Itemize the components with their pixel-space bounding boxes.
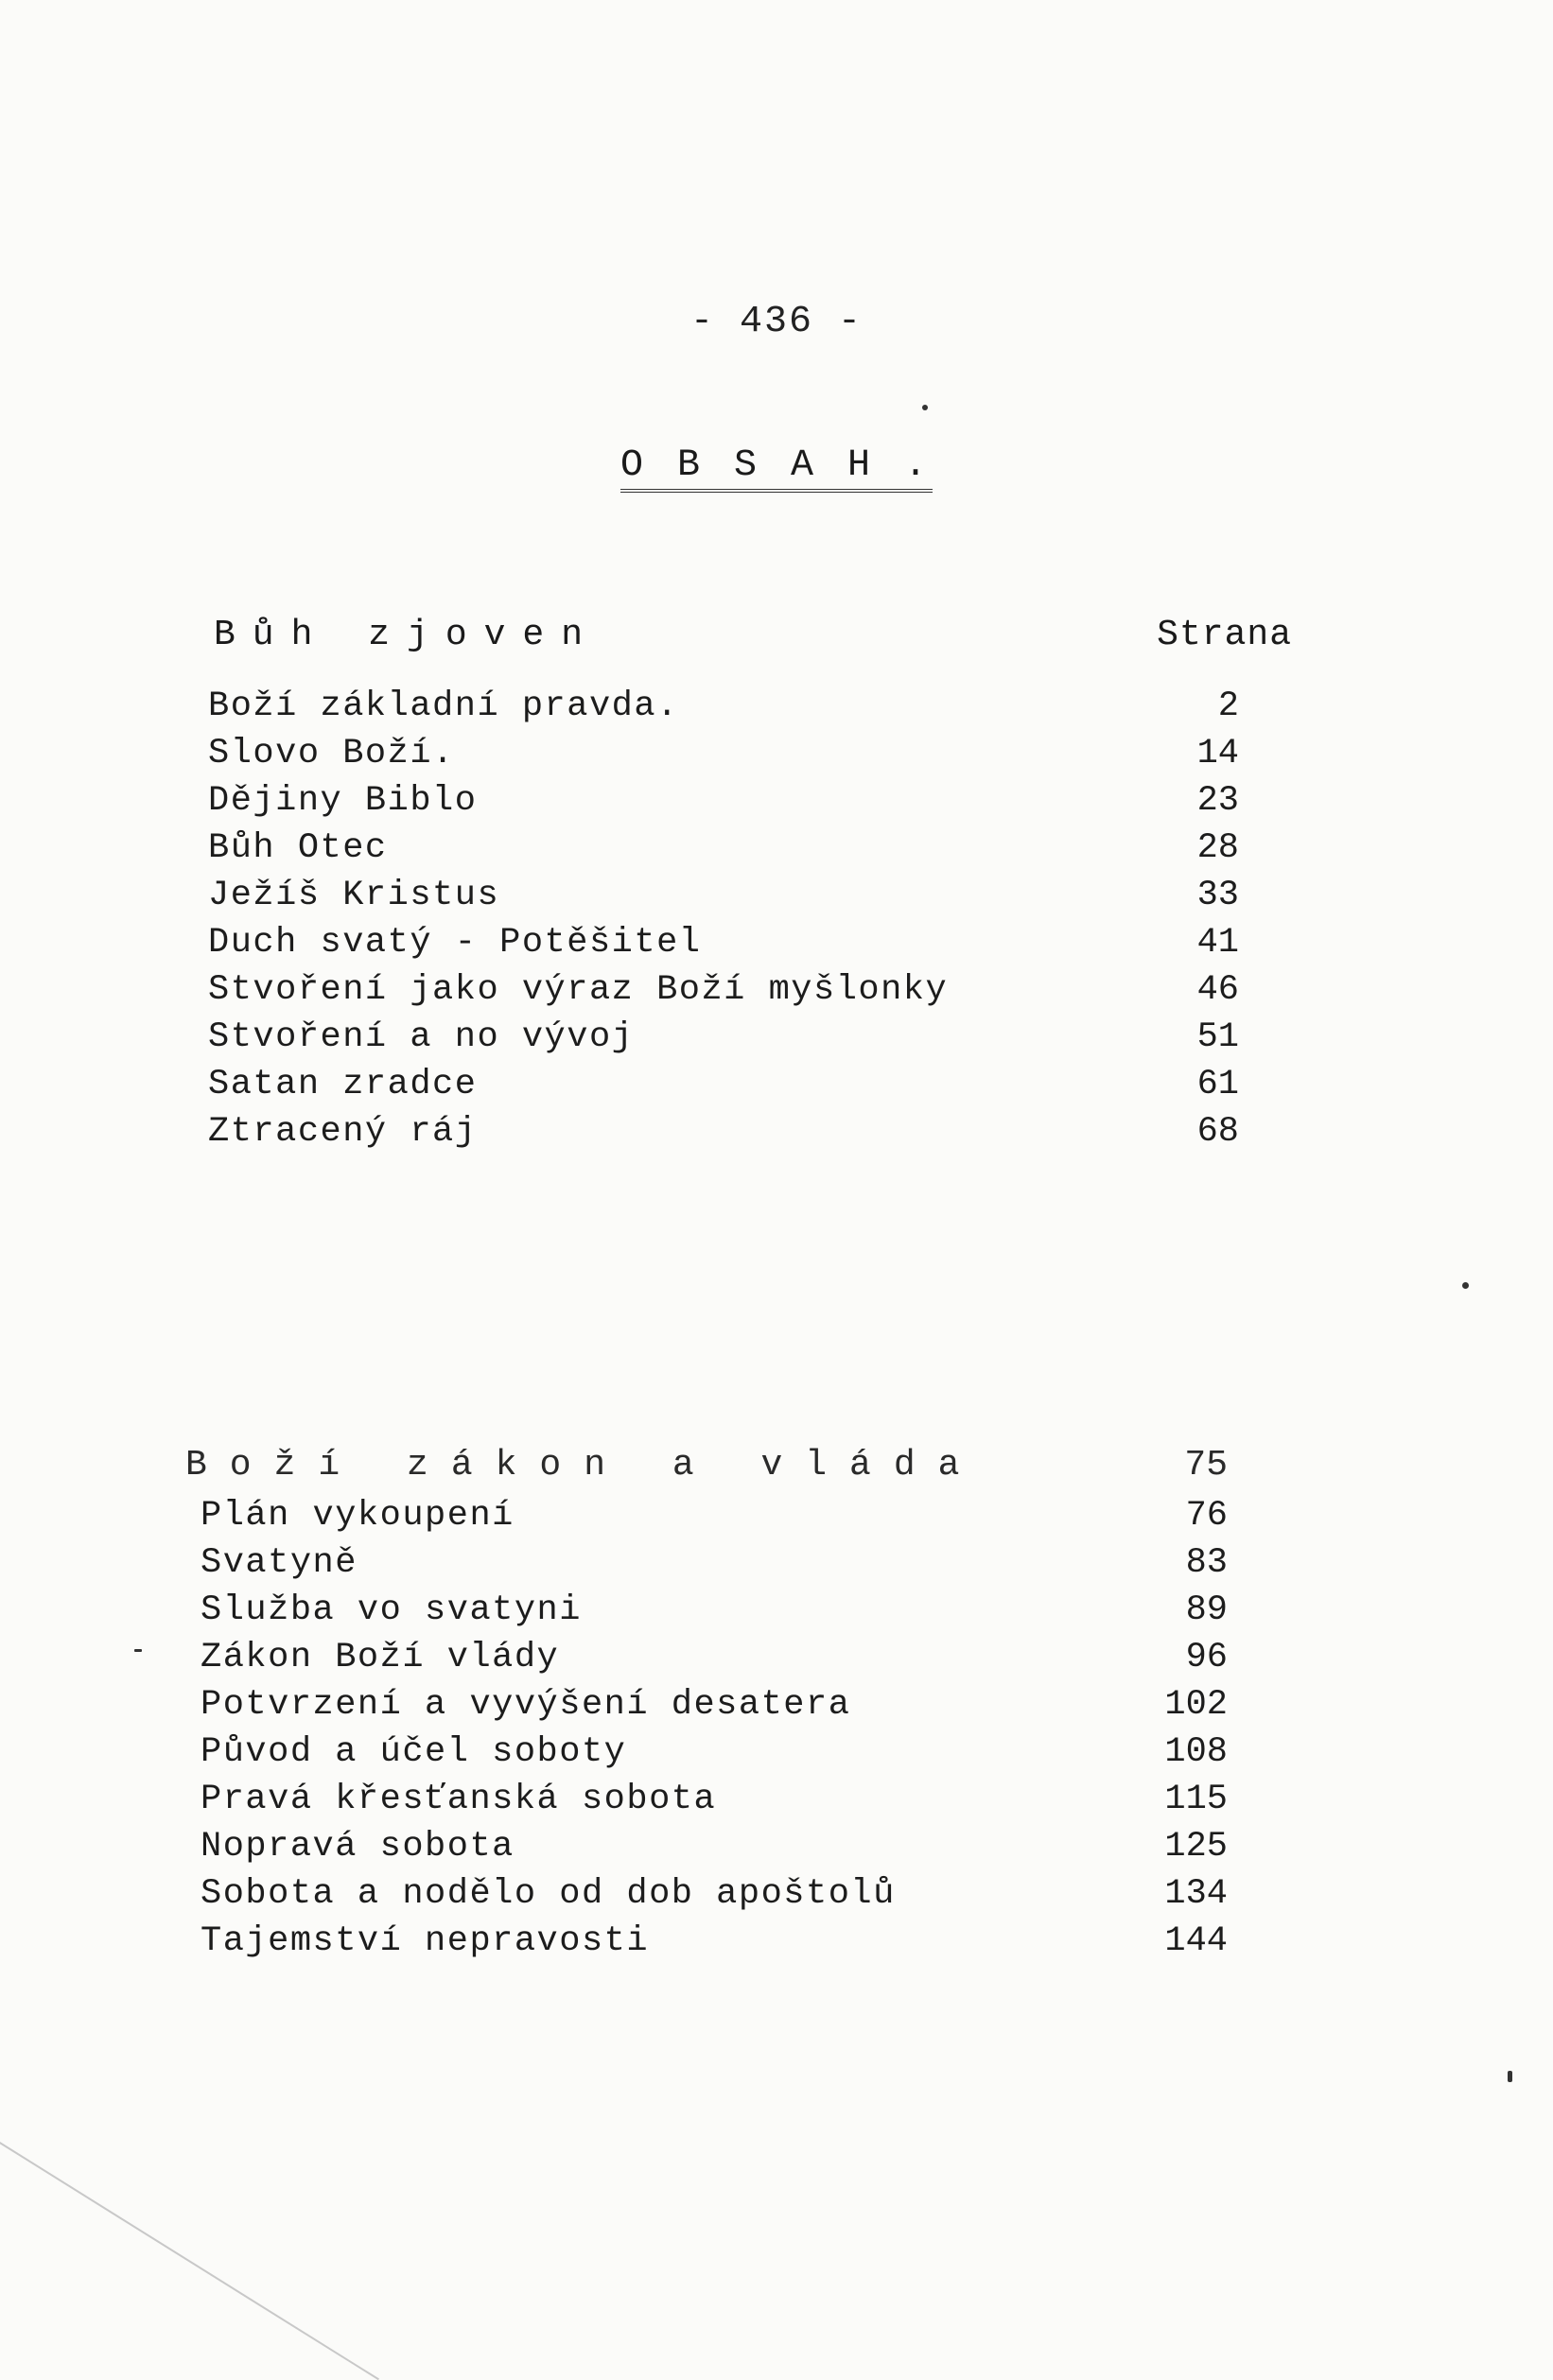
section-header-bozi-zakon	[185, 1445, 1228, 1485]
toc-entry-title: Nopravá sobota	[201, 1827, 515, 1867]
page-column-label: Strana	[1157, 615, 1292, 655]
toc-entry-title: Boží základní pravda.	[208, 686, 679, 726]
toc-entry	[201, 1870, 1228, 1918]
toc-entry	[208, 1061, 1239, 1108]
toc-entry-title: Pravá křesťanská sobota	[201, 1780, 717, 1819]
toc-entry-page: 68	[1196, 1112, 1239, 1152]
toc-entry-title: Satan zradce	[208, 1065, 478, 1104]
toc-entry-page: 2	[1217, 686, 1239, 726]
toc-entry-page: 51	[1196, 1017, 1239, 1057]
section-title: Boží zákon a vláda	[185, 1445, 983, 1485]
toc-entry-page: 125	[1164, 1827, 1228, 1867]
toc-entry	[208, 730, 1239, 777]
toc-entry-page: 46	[1196, 970, 1239, 1010]
toc-entry	[201, 1918, 1228, 1965]
scan-speck	[1462, 1282, 1469, 1289]
scan-speck	[1508, 2071, 1512, 2082]
toc-entry-page: 76	[1185, 1496, 1228, 1536]
toc-entry-title: Služba vo svatyni	[201, 1590, 582, 1630]
toc-entry-title: Potvrzení a vyvýšení desatera	[201, 1685, 851, 1725]
section-page: 75	[1184, 1445, 1228, 1485]
toc-list-section-2	[201, 1492, 1228, 1965]
toc-entry-page: 33	[1196, 876, 1239, 915]
toc-entry	[201, 1776, 1228, 1823]
scan-speck	[134, 1649, 142, 1652]
toc-entry-page: 102	[1164, 1685, 1228, 1725]
toc-entry	[201, 1681, 1228, 1729]
toc-entry-page: 14	[1196, 734, 1239, 773]
toc-entry-title: Stvoření a no vývoj	[208, 1017, 635, 1057]
toc-entry-page: 23	[1196, 781, 1239, 821]
toc-entry-title: Původ a účel soboty	[201, 1732, 627, 1772]
toc-entry	[201, 1492, 1228, 1539]
page-fold-line	[0, 2118, 379, 2380]
toc-entry-title: Dějiny Biblo	[208, 781, 478, 821]
toc-entry-title: Plán vykoupení	[201, 1496, 515, 1536]
toc-entry-page: 108	[1164, 1732, 1228, 1772]
toc-entry	[201, 1729, 1228, 1776]
toc-entry	[208, 1014, 1239, 1061]
toc-entry-page: 89	[1185, 1590, 1228, 1630]
toc-entry	[208, 683, 1239, 730]
page-number: - 436 -	[689, 301, 864, 343]
toc-entry-page: 96	[1185, 1638, 1228, 1677]
toc-entry-title: Ježíš Kristus	[208, 876, 500, 915]
toc-entry-page: 83	[1185, 1543, 1228, 1583]
toc-entry-page: 134	[1164, 1874, 1228, 1914]
page-title	[0, 444, 1553, 487]
section-title: Bůh zjoven	[214, 615, 601, 655]
toc-entry-page: 115	[1164, 1780, 1228, 1819]
page-title-text: O B S A H .	[620, 444, 933, 493]
toc-entry-title: Slovo Boží.	[208, 734, 455, 773]
toc-entry	[201, 1587, 1228, 1634]
toc-entry-page: 61	[1196, 1065, 1239, 1104]
toc-entry-page: 28	[1196, 828, 1239, 868]
toc-list-section-1	[208, 683, 1239, 1155]
toc-entry-title: Bůh Otec	[208, 828, 388, 868]
toc-entry	[201, 1539, 1228, 1587]
toc-entry-title: Sobota a nodělo od dob apoštolů	[201, 1874, 896, 1914]
toc-entry	[208, 1108, 1239, 1155]
toc-entry-title: Svatyně	[201, 1543, 358, 1583]
toc-entry-title: Tajemství nepravosti	[201, 1921, 650, 1961]
toc-entry	[208, 872, 1239, 919]
toc-entry	[208, 825, 1239, 872]
toc-entry	[208, 966, 1239, 1014]
toc-entry-page: 41	[1196, 923, 1239, 963]
toc-entry-page: 144	[1164, 1921, 1228, 1961]
toc-entry-title: Ztracený ráj	[208, 1112, 478, 1152]
scan-speck	[922, 405, 928, 410]
toc-entry	[208, 777, 1239, 825]
toc-entry	[201, 1634, 1228, 1681]
toc-entry	[201, 1823, 1228, 1870]
toc-entry-title: Zákon Boží vlády	[201, 1638, 560, 1677]
toc-entry-title: Duch svatý - Potěšitel	[208, 923, 702, 963]
section-header-buh-zjoven	[214, 615, 1292, 655]
toc-entry	[208, 919, 1239, 966]
toc-entry-title: Stvoření jako výraz Boží myšlonky	[208, 970, 949, 1010]
